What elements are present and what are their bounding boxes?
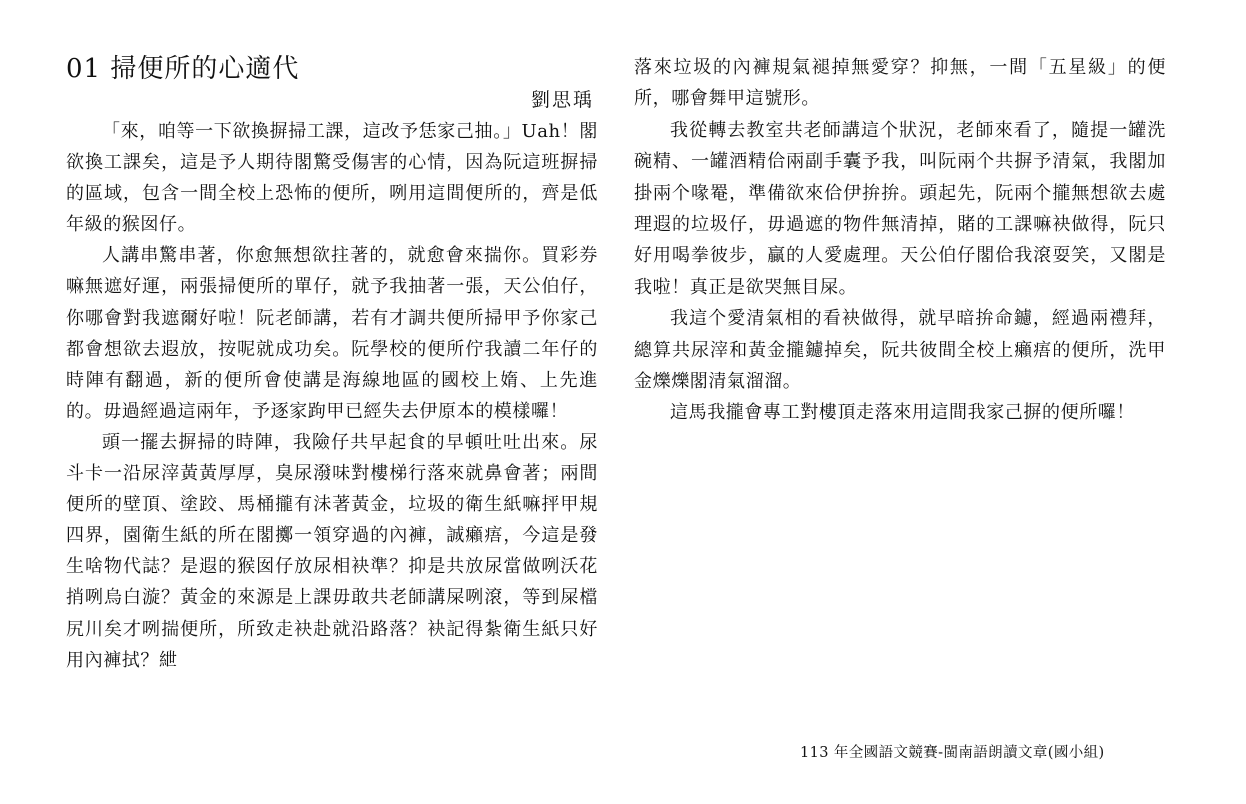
paragraph-3: 頭一擺去摒掃的時陣，我險仔共早起食的早頓吐吐出來。尿斗卡一沿尿滓黃黃厚厚，臭尿潑味對樓梯行落來就鼻會著；兩間便所的壁頂、塗跤、馬桶攏有沬著黃金，垃圾的衛生紙嘛抨甲規四界，園衛生紙的所在閣擲一領穿過的內褲，誠癩痦，今這是發生啥物代誌？是遐的猴囡仔放尿相袂準？抑是共放尿當做咧沃花捎咧烏白漩？黃金的來源是上課毋敢共老師講屎咧滾，等到屎檔尻川矣才咧揣便所，所致走袂赴就沿路落？袂記得紮衛生紙只好用內褲拭？紲 bbox=[66, 431, 598, 671]
left-column bbox=[66, 52, 598, 676]
article-title: 01 掃便所的心適代 bbox=[66, 54, 300, 84]
paragraph-3-continued: 落來垃圾的內褲規氣褪掉無愛穿？抑無，一間「五星級」的便所，哪會舞甲這號形。 bbox=[634, 57, 1166, 110]
page-footer: 113 年全國語文競賽-閩南語朗讀文章(國小組) bbox=[800, 745, 1105, 761]
paragraph-4: 我從轉去教室共老師講這个狀況，老師來看了，隨提一罐洗碗精、一罐酒精佮兩副手囊予我，叫阮兩个共摒予清氣，我閣加掛兩个喙罨，準備欲來佮伊拚拚。頭起先，阮兩个攏無想欲去處理遐的垃圾仔，毋過遮的物件無清掉，賭的工課嘛袂做得，阮只好用喝拳彼步，贏的人愛處理。天公伯仔閣佮我滾耍笑，又閣是我啦！真正是欲哭無目屎。 bbox=[634, 119, 1166, 298]
paragraph-6: 這馬我攏會專工對樓頂走落來用這間我家己摒的便所囉！ bbox=[670, 402, 1135, 424]
paragraph-1: 「來，咱等一下欲換摒掃工課，這改予恁家己抽。」Uah！閣欲換工課矣，這是予人期待閣驚受傷害的心情，因為阮這班摒掃的區域，包含一間全校上恐怖的便所，咧用這間便所的，齊是低年級的猴囡仔。 bbox=[66, 121, 598, 236]
author-name: 劉思瑀 bbox=[530, 89, 594, 111]
paragraph-2: 人講串驚串著，你愈無想欲拄著的，就愈會來揣你。買彩券嘛無遮好運，兩張掃便所的單仔，就予我抽著一張，天公伯仔，你哪會對我遮爾好啦！阮老師講，若有才調共便所掃甲予你家己都會想欲去遐放，按呢就成功矣。阮學校的便所佇我讀二年仔的時陣有翻過，新的便所會使講是海線地區的國校上媠、上先進的。毋過經過這兩年，予逐家跔甲已經失去伊原本的模樣囉！ bbox=[66, 245, 598, 422]
paragraph-5: 我這个愛清氣相的看袂做得，就早暗拚命鑢，經過兩禮拜，總算共尿滓和黃金攏鑢掉矣，阮共彼間全校上癩痦的便所，洗甲金爍爍閣清氣溜溜。 bbox=[634, 308, 1166, 393]
right-column bbox=[634, 52, 1166, 429]
